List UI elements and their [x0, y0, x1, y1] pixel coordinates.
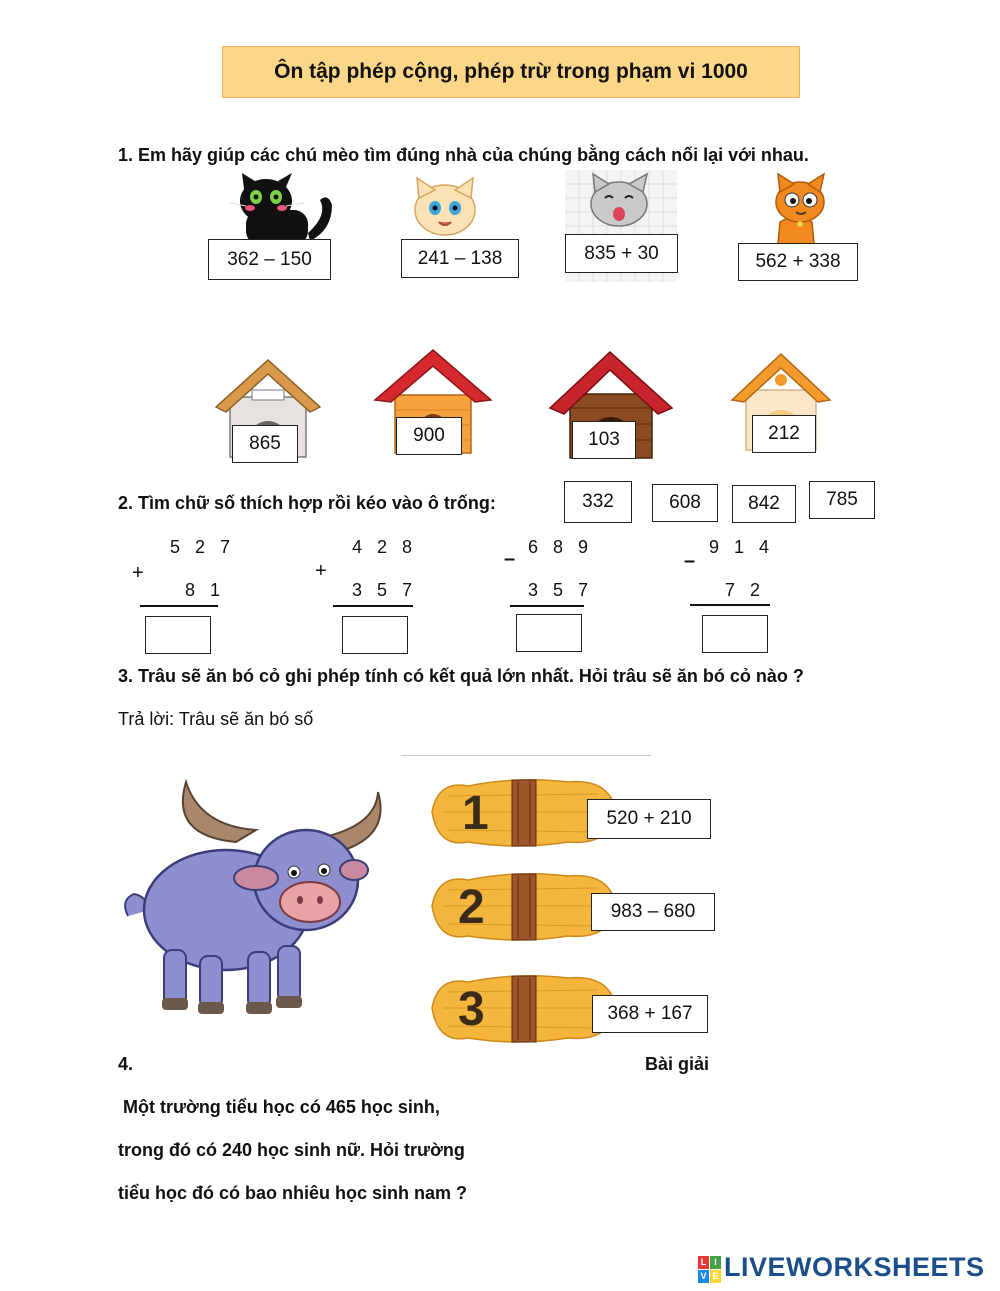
problem-1-answer-slot[interactable] — [145, 616, 211, 654]
problem-3-bottom: 3 5 7 — [528, 580, 594, 600]
problem-2-rule — [333, 605, 413, 607]
problem-1-rule — [140, 605, 218, 607]
cat-expression-1[interactable]: 362 – 150 — [208, 239, 331, 280]
choice-tile-3[interactable]: 842 — [732, 485, 796, 523]
choice-tile-4[interactable]: 785 — [809, 481, 875, 519]
problem-3-answer-slot[interactable] — [516, 614, 582, 652]
house-number-1[interactable]: 865 — [232, 425, 298, 463]
problem-2-bottom: 3 5 7 — [352, 580, 418, 600]
question-4-number: 4. — [118, 1054, 134, 1074]
house-number-3[interactable]: 103 — [572, 421, 636, 459]
question-4-line-1: Một trường tiểu học có 465 học sinh, — [123, 1097, 440, 1117]
problem-2-operator: + — [315, 560, 327, 582]
cat-expression-3[interactable]: 835 + 30 — [565, 234, 678, 273]
cat-cream-image — [405, 178, 485, 240]
question-2-heading: 2. Tìm chữ số thích hợp rồi kéo vào ô trống: — [118, 493, 496, 513]
hay-bundle-2-image — [428, 866, 618, 948]
hay-bundle-1-number: 1 — [462, 787, 489, 840]
hay-bundle-3-expression[interactable]: 368 + 167 — [592, 995, 708, 1033]
answer-line[interactable] — [401, 755, 651, 756]
problem-2-answer-slot[interactable] — [342, 616, 408, 654]
hay-bundle-1-expression[interactable]: 520 + 210 — [587, 799, 711, 839]
question-3-heading: 3. Trâu sẽ ăn bó cỏ ghi phép tính có kết quả lớn nhất. Hỏi trâu sẽ ăn bó cỏ nào ? — [118, 666, 804, 686]
problem-3-operator: – — [504, 548, 516, 570]
house-number-4[interactable]: 212 — [752, 415, 816, 453]
problem-1-top: 5 2 7 — [170, 537, 236, 557]
liveworksheets-brand: LIVEWORKSHEETS — [724, 1252, 985, 1282]
buffalo-image — [116, 770, 388, 1032]
problem-4-operator: – — [684, 550, 696, 572]
answer-prompt: Trả lời: Trâu sẽ ăn bó số — [118, 709, 314, 729]
problem-3-rule — [510, 605, 584, 607]
cat-orange-image — [760, 172, 832, 244]
choice-tile-2[interactable]: 608 — [652, 484, 718, 522]
problem-1-bottom: 8 1 — [185, 580, 226, 600]
hay-bundle-3-image — [428, 968, 618, 1050]
hay-bundle-2-expression[interactable]: 983 – 680 — [591, 893, 715, 931]
question-4-line-3: tiểu học đó có bao nhiêu học sinh nam ? — [118, 1183, 468, 1203]
problem-4-rule — [690, 604, 770, 606]
problem-3-top: 6 8 9 — [528, 537, 594, 557]
choice-tile-1[interactable]: 332 — [564, 481, 632, 523]
problem-4-bottom: 7 2 — [725, 580, 766, 600]
cat-expression-4[interactable]: 562 + 338 — [738, 243, 858, 281]
hay-bundle-2-number: 2 — [458, 881, 485, 934]
liveworksheets-logo-icon: L I V E — [698, 1256, 722, 1284]
problem-1-operator: + — [132, 562, 144, 584]
question-4-line-2: trong đó có 240 học sinh nữ. Hỏi trường — [118, 1140, 465, 1160]
solution-label: Bài giải — [645, 1054, 710, 1074]
problem-4-top: 9 1 4 — [709, 537, 775, 557]
worksheet-title: Ôn tập phép cộng, phép trừ trong phạm vi 1000 — [222, 46, 800, 98]
question-1-heading: 1. Em hãy giúp các chú mèo tìm đúng nhà của chúng bằng cách nối lại với nhau. — [118, 145, 809, 165]
cat-expression-2[interactable]: 241 – 138 — [401, 239, 519, 278]
cat-black-image — [228, 175, 333, 245]
problem-2-top: 4 2 8 — [352, 537, 418, 557]
problem-4-answer-slot[interactable] — [702, 615, 768, 653]
hay-bundle-3-number: 3 — [458, 983, 485, 1036]
house-number-2[interactable]: 900 — [396, 417, 462, 455]
